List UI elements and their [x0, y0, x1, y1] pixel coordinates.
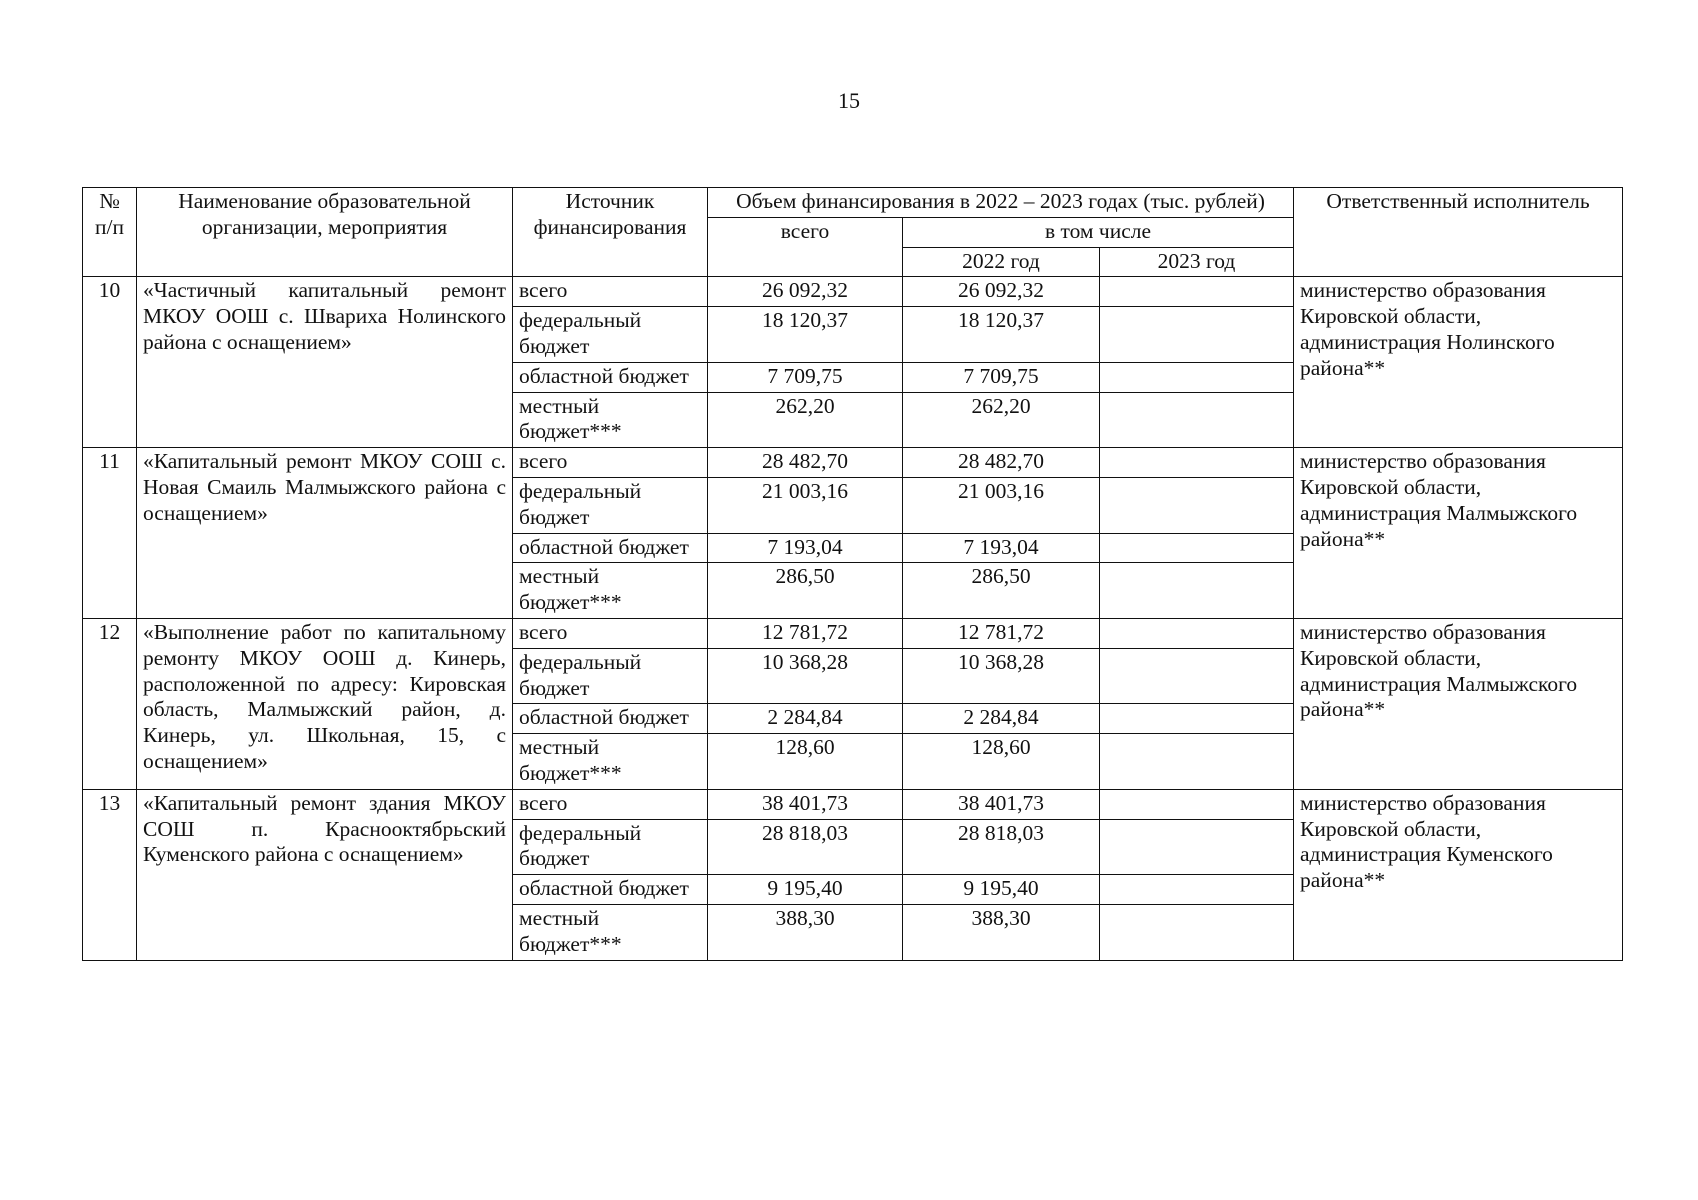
amount-2022: 2 284,84: [903, 704, 1100, 734]
amount-total: 7 709,75: [708, 362, 903, 392]
amount-total: 286,50: [708, 563, 903, 619]
table-header: [83, 188, 1623, 277]
amount-total: 7 193,04: [708, 533, 903, 563]
amount-2023: [1100, 477, 1294, 533]
responsible-executor: министерство образования Кировской области, администрация Малмыжского района**: [1294, 618, 1623, 789]
amount-2023: [1100, 875, 1294, 905]
amount-total: 10 368,28: [708, 648, 903, 704]
funding-source: местный бюджет***: [513, 392, 708, 448]
amount-2023: [1100, 618, 1294, 648]
header-volume: Объем финансирования в 2022 – 2023 годах (тыс. рублей): [708, 188, 1294, 218]
table-row: [83, 448, 1623, 478]
funding-source: федеральный бюджет: [513, 477, 708, 533]
amount-2022: 128,60: [903, 734, 1100, 790]
funding-source: областной бюджет: [513, 704, 708, 734]
header-name: Наименование образовательной организации, мероприятия: [137, 188, 513, 277]
header-year-2022: 2022 год: [903, 247, 1100, 277]
amount-2022: 21 003,16: [903, 477, 1100, 533]
amount-total: 21 003,16: [708, 477, 903, 533]
amount-total: 28 482,70: [708, 448, 903, 478]
funding-source: областной бюджет: [513, 362, 708, 392]
event-name: «Капитальный ремонт здания МКОУ СОШ п. Краснооктябрьский Куменского района с оснащением»: [137, 789, 513, 960]
amount-2023: [1100, 563, 1294, 619]
row-number: 10: [83, 277, 137, 448]
header-responsible: Ответственный исполнитель: [1294, 188, 1623, 277]
amount-2022: 38 401,73: [903, 789, 1100, 819]
table-row: [83, 618, 1623, 648]
table-body: [83, 277, 1623, 960]
header-num: № п/п: [83, 188, 137, 277]
amount-2022: 28 818,03: [903, 819, 1100, 875]
event-name: «Капитальный ремонт МКОУ СОШ с. Новая Смаиль Малмыжского района с оснащением»: [137, 448, 513, 619]
amount-2023: [1100, 392, 1294, 448]
event-name: «Выполнение работ по капитальному ремонту МКОУ ООШ д. Кинерь, расположенной по адресу: Кировская область, Малмыжский район, д. Кинерь, ул. Школьная, 15, с оснащением»: [137, 618, 513, 789]
header-source: Источник финансирования: [513, 188, 708, 277]
amount-total: 9 195,40: [708, 875, 903, 905]
header-total: всего: [708, 217, 903, 277]
row-number: 12: [83, 618, 137, 789]
amount-total: 18 120,37: [708, 307, 903, 363]
row-number: 11: [83, 448, 137, 619]
funding-source: всего: [513, 448, 708, 478]
amount-total: 2 284,84: [708, 704, 903, 734]
amount-2022: 7 193,04: [903, 533, 1100, 563]
amount-total: 26 092,32: [708, 277, 903, 307]
page-number: 15: [838, 88, 860, 113]
funding-source: федеральный бюджет: [513, 648, 708, 704]
financing-table: [82, 187, 1623, 961]
funding-source: всего: [513, 618, 708, 648]
amount-total: 38 401,73: [708, 789, 903, 819]
amount-2023: [1100, 789, 1294, 819]
amount-2023: [1100, 819, 1294, 875]
funding-source: местный бюджет***: [513, 563, 708, 619]
amount-total: 388,30: [708, 904, 903, 960]
funding-source: федеральный бюджет: [513, 307, 708, 363]
funding-source: местный бюджет***: [513, 904, 708, 960]
amount-total: 28 818,03: [708, 819, 903, 875]
amount-2022: 10 368,28: [903, 648, 1100, 704]
responsible-executor: министерство образования Кировской области, администрация Малмыжского района**: [1294, 448, 1623, 619]
amount-2022: 7 709,75: [903, 362, 1100, 392]
amount-2023: [1100, 448, 1294, 478]
amount-2022: 26 092,32: [903, 277, 1100, 307]
amount-2023: [1100, 648, 1294, 704]
amount-2022: 18 120,37: [903, 307, 1100, 363]
funding-source: областной бюджет: [513, 533, 708, 563]
funding-source: всего: [513, 789, 708, 819]
amount-2023: [1100, 277, 1294, 307]
responsible-executor: министерство образования Кировской области, администрация Нолинского района**: [1294, 277, 1623, 448]
responsible-executor: министерство образования Кировской области, администрация Куменского района**: [1294, 789, 1623, 960]
header-including: в том числе: [903, 217, 1294, 247]
amount-2023: [1100, 533, 1294, 563]
amount-2022: 388,30: [903, 904, 1100, 960]
header-year-2023: 2023 год: [1100, 247, 1294, 277]
funding-source: всего: [513, 277, 708, 307]
amount-2023: [1100, 362, 1294, 392]
funding-source: местный бюджет***: [513, 734, 708, 790]
funding-source: федеральный бюджет: [513, 819, 708, 875]
amount-2023: [1100, 734, 1294, 790]
amount-2023: [1100, 904, 1294, 960]
amount-2022: 28 482,70: [903, 448, 1100, 478]
amount-total: 128,60: [708, 734, 903, 790]
amount-2022: 286,50: [903, 563, 1100, 619]
amount-total: 12 781,72: [708, 618, 903, 648]
amount-2022: 12 781,72: [903, 618, 1100, 648]
event-name: «Частичный капитальный ремонт МКОУ ООШ с. Швариха Нолинского района с оснащением»: [137, 277, 513, 448]
amount-2022: 9 195,40: [903, 875, 1100, 905]
table-row: [83, 789, 1623, 819]
amount-2023: [1100, 704, 1294, 734]
amount-2023: [1100, 307, 1294, 363]
funding-source: областной бюджет: [513, 875, 708, 905]
table-row: [83, 277, 1623, 307]
amount-2022: 262,20: [903, 392, 1100, 448]
row-number: 13: [83, 789, 137, 960]
amount-total: 262,20: [708, 392, 903, 448]
